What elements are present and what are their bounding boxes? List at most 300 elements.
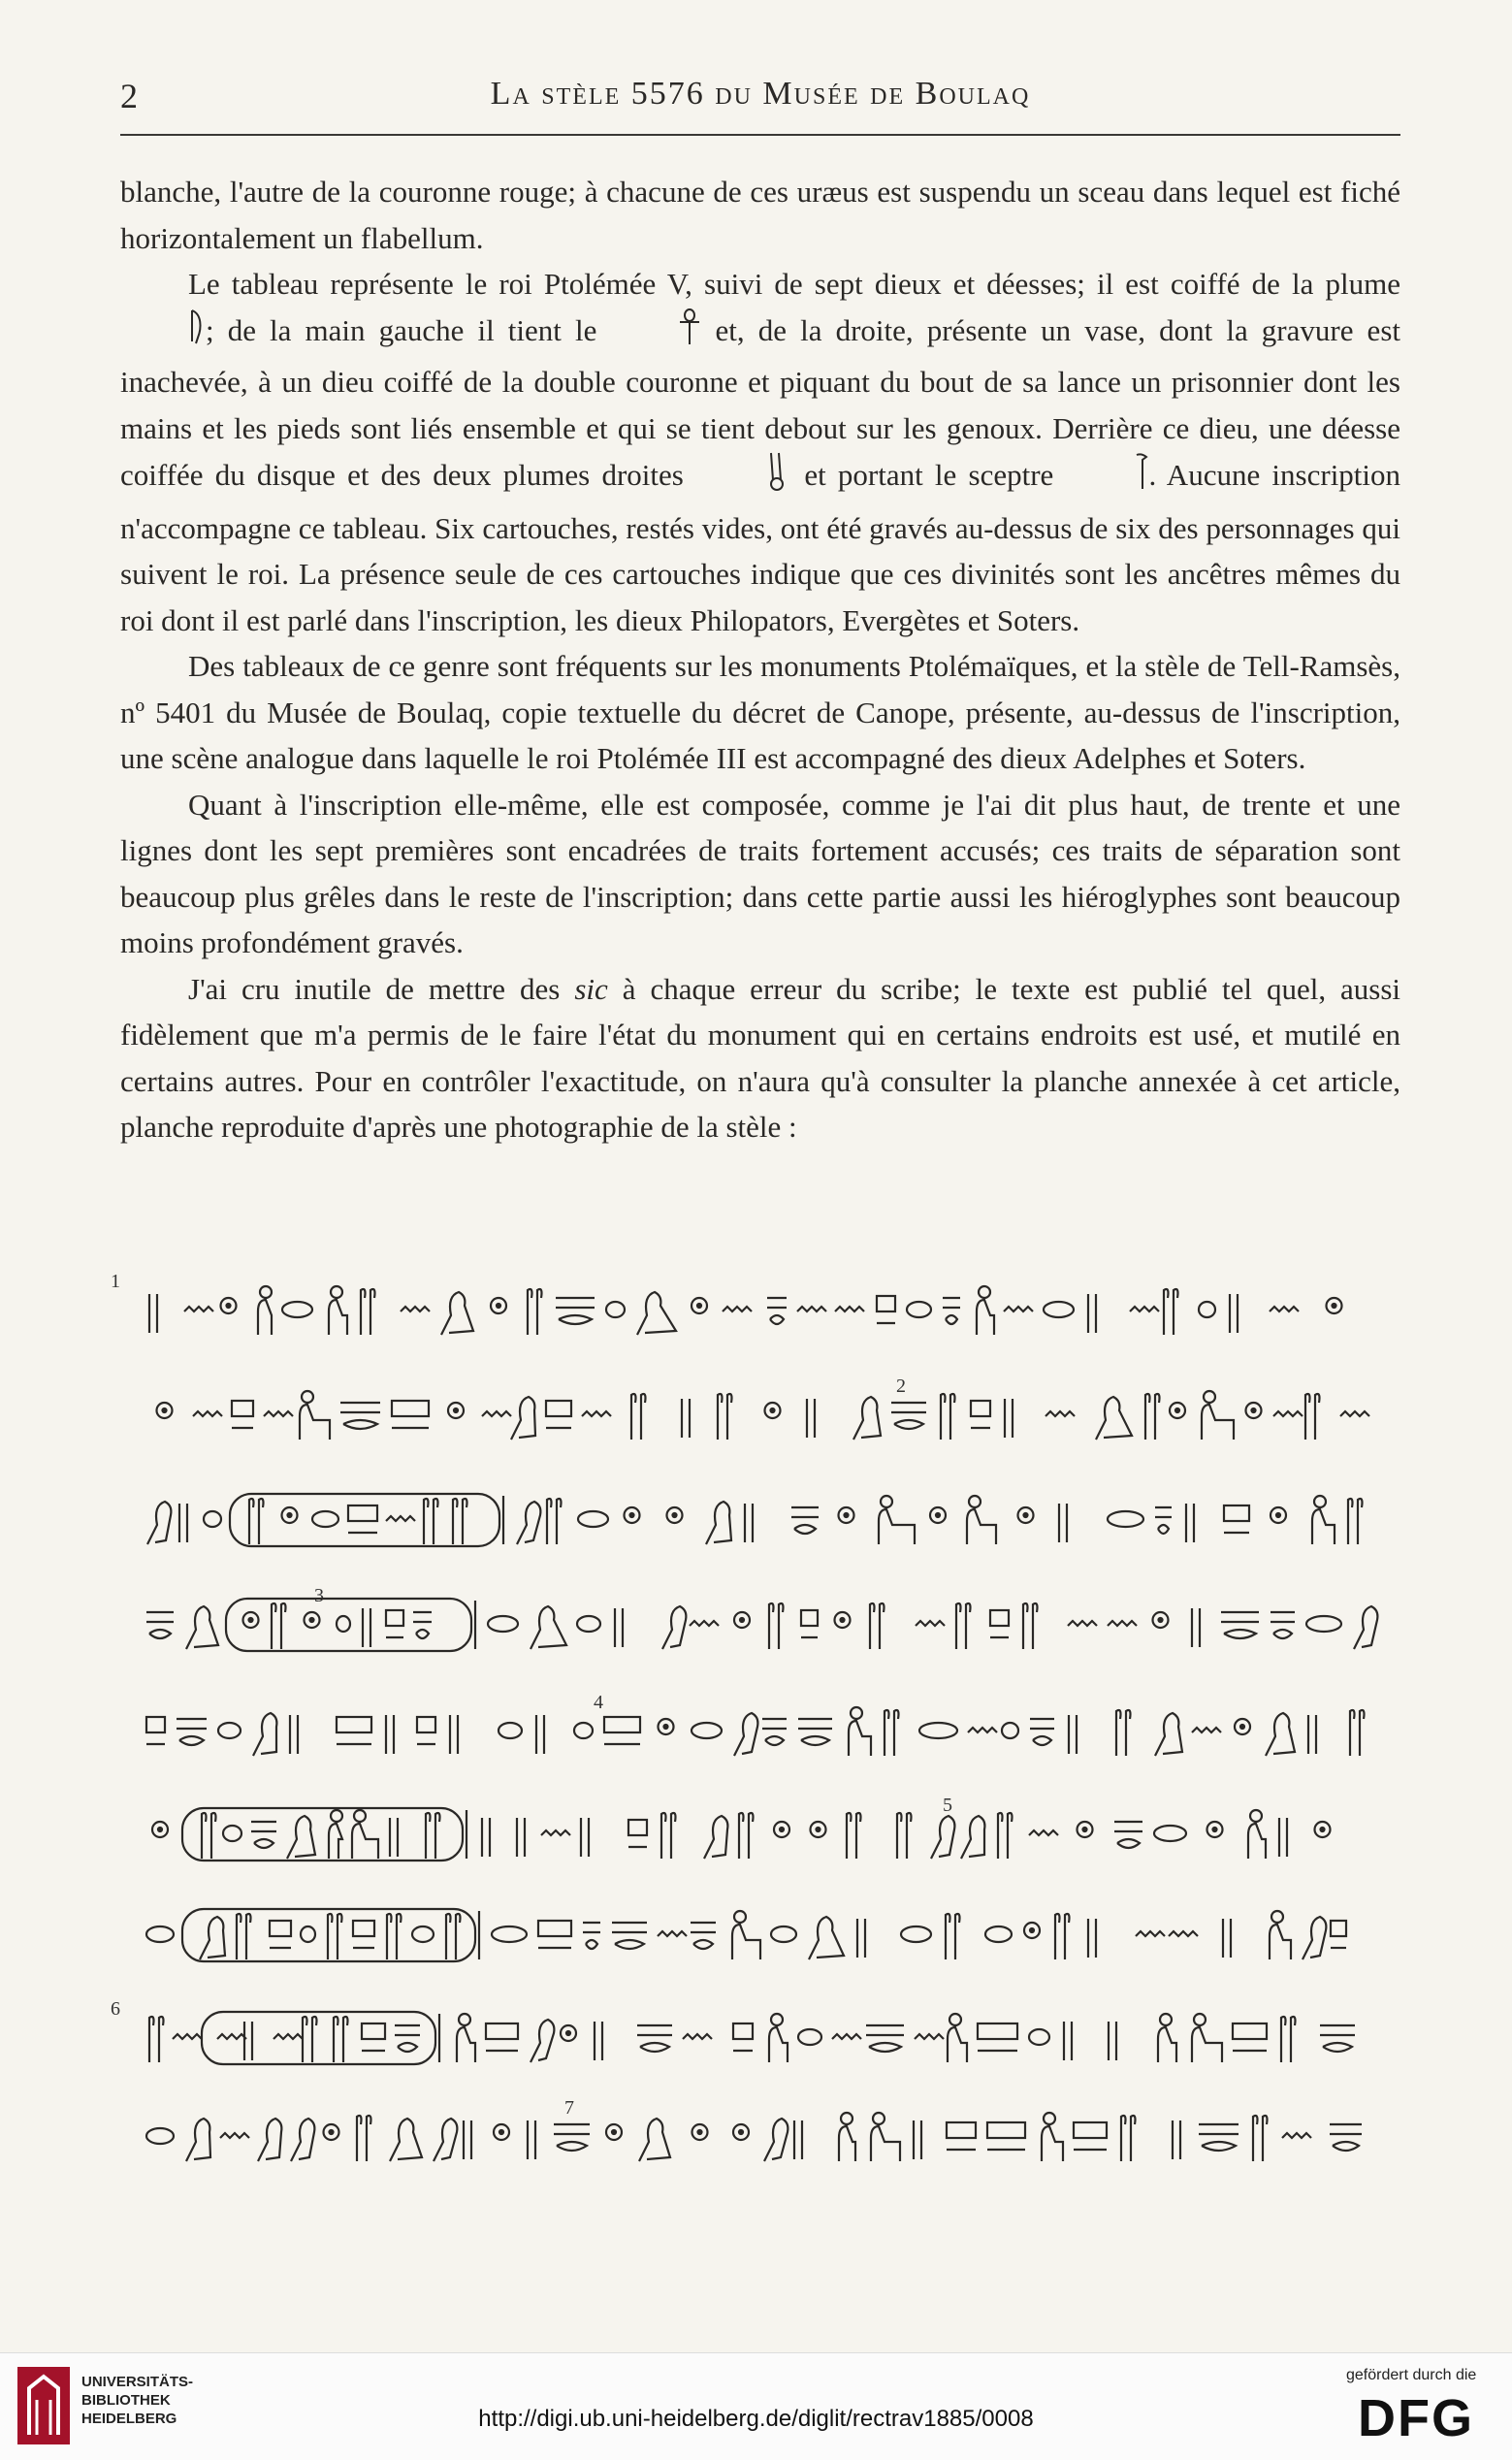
- hieroglyph-sign: [1305, 1394, 1310, 1440]
- hieroglyph-sign: [554, 2124, 590, 2134]
- hieroglyph-sign: [894, 1420, 923, 1429]
- hieroglyph-sign: [482, 1818, 490, 1857]
- hieroglyph-sign: [416, 1630, 429, 1638]
- hieroglyph-sign: [1333, 2142, 1359, 2151]
- hieroglyph-sign: [426, 1813, 431, 1859]
- hieroglyph-sign: [1312, 1509, 1335, 1544]
- hieroglyph-sign: [881, 1496, 892, 1507]
- hieroglyph-sign: [914, 2120, 921, 2159]
- hieroglyph-sign: [258, 2119, 281, 2161]
- plume-glyph-icon: [120, 308, 206, 359]
- hieroglyph-sign: [395, 2025, 420, 2035]
- hieroglyph-row: [120, 1486, 1400, 1554]
- hieroglyph-sign: [226, 1599, 471, 1651]
- hieroglyph-sign: [1308, 1715, 1316, 1754]
- hieroglyph-sign: [1270, 1307, 1299, 1311]
- hieroglyph-sign: [682, 1399, 690, 1438]
- hieroglyph-row: [120, 1692, 1400, 1765]
- paragraph-2-part-a: Le tableau représente le roi Ptolémée V, suivi de sept dieux et déesses; il est coiffé de la plume: [188, 267, 1400, 301]
- hieroglyph-sign: [450, 1715, 458, 1754]
- hieroglyph-sign: [1033, 1603, 1038, 1649]
- hieroglyph-sign: [639, 2119, 670, 2161]
- hieroglyph-sign: [740, 1618, 744, 1622]
- hieroglyph-sign: [907, 1813, 912, 1859]
- hieroglyph-sign: [1279, 1818, 1287, 1857]
- hieroglyph-sign: [955, 1914, 960, 1959]
- hieroglyph-sign: [259, 1499, 264, 1544]
- hieroglyph-sign: [1360, 1710, 1365, 1756]
- hieroglyph-row-drawing: [120, 1381, 1400, 1449]
- hieroglyph-sign: [1024, 1513, 1028, 1517]
- line-number: 2: [896, 1376, 906, 1397]
- hieroglyph-sign: [352, 1824, 378, 1859]
- hieroglyph-row-drawing: [120, 2103, 1400, 2171]
- hieroglyph-sign: [1192, 1608, 1200, 1647]
- hieroglyph-sign: [456, 1914, 461, 1959]
- hieroglyph-sign: [454, 1408, 458, 1412]
- hieroglyph-sign: [595, 2022, 602, 2060]
- hieroglyph-sign: [329, 1824, 342, 1859]
- hieroglyph-sign: [948, 2027, 967, 2062]
- hieroglyph-row-drawing: [120, 1277, 1400, 1344]
- hieroglyph-sign: [797, 1307, 826, 1311]
- hieroglyph-sign: [870, 1603, 875, 1649]
- hieroglyph-sign: [1221, 1612, 1259, 1622]
- hieroglyph-sign: [264, 1411, 293, 1416]
- hieroglyph-sign: [179, 1504, 187, 1542]
- hieroglyph-sign: [1083, 1828, 1087, 1831]
- hieroglyph-sign: [798, 1719, 832, 1729]
- hieroglyph-sign: [978, 2023, 1017, 2039]
- hieroglyph-sign: [329, 1300, 347, 1335]
- paragraph-5-part-b: à chaque erreur du scribe; le texte est publié tel quel, aussi fidèlement que m'a permis de le faire l'état du monument qui en certains endroits est usé, et mutilé en certains autres. Pour en contrôler l'exactitude, on n'aura qu'à consulter la planche annexée à cet article, planche reproduite d'après une photographie de la stèle :: [120, 971, 1401, 1145]
- line-number: 5: [943, 1795, 952, 1816]
- hieroglyph-sign: [615, 1940, 644, 1949]
- hieroglyph-sign: [547, 1499, 552, 1544]
- hieroglyph-sign: [302, 1391, 313, 1403]
- hieroglyph-sign: [581, 1818, 589, 1857]
- hieroglyph-sign: [1175, 1408, 1179, 1412]
- hieroglyph-sign: [146, 1926, 174, 1942]
- hieroglyph-sign: [453, 1499, 458, 1544]
- sic-word: sic: [574, 971, 608, 1006]
- line-number: 3: [314, 1585, 324, 1606]
- hieroglyph-sign: [739, 1813, 744, 1859]
- hieroglyph-sign: [771, 1408, 775, 1412]
- hieroglyph-sign: [749, 1813, 754, 1859]
- hieroglyph-sign: [488, 1616, 518, 1632]
- hieroglyph-sign: [363, 1608, 370, 1647]
- hieroglyph-sign: [1108, 1511, 1143, 1527]
- hieroglyph-sign: [1186, 1504, 1194, 1542]
- hieroglyph-sign: [578, 1511, 608, 1527]
- hieroglyph-sign: [671, 1813, 676, 1859]
- hieroglyph-sign: [343, 2017, 348, 2062]
- hieroglyph-sign: [392, 1401, 429, 1416]
- hieroglyph-sign: [662, 1606, 686, 1649]
- hieroglyph-sign: [946, 1914, 950, 1959]
- sceptre-glyph-icon: [1066, 452, 1149, 504]
- line-number: 1: [111, 1271, 120, 1292]
- hieroglyph-sign: [1155, 1713, 1182, 1756]
- hieroglyph-sign: [1273, 1411, 1303, 1416]
- hieroglyph-sign: [1331, 1921, 1346, 1936]
- hieroglyph-sign: [528, 1289, 532, 1335]
- hieroglyph-sign: [637, 1292, 676, 1335]
- hieroglyph-sign: [1281, 2017, 1286, 2062]
- hieroglyph-sign: [698, 2130, 702, 2134]
- hieroglyph-sign: [1159, 1618, 1163, 1622]
- hieroglyph-row-drawing: [120, 2004, 1400, 2072]
- hieroglyph-sign: [1303, 1917, 1326, 1959]
- hieroglyph-sign: [946, 1315, 957, 1324]
- hieroglyph-sign: [1213, 1828, 1217, 1831]
- hieroglyph-sign: [871, 2126, 900, 2161]
- hieroglyph-sign: [1354, 1606, 1377, 1649]
- hieroglyph-sign: [841, 2113, 853, 2124]
- hieroglyph-sign: [173, 2034, 202, 2039]
- hieroglyph-sign: [482, 1411, 511, 1416]
- hieroglyph-sign: [1088, 1294, 1096, 1333]
- hieroglyph-sign: [217, 2034, 246, 2039]
- hieroglyph-sign: [1154, 1826, 1186, 1841]
- hieroglyph-sign: [1263, 2116, 1268, 2161]
- hieroglyph-sign: [227, 1304, 231, 1308]
- hieroglyph-sign: [891, 1403, 926, 1412]
- hieroglyph-sign: [606, 1302, 625, 1317]
- hieroglyph-sign: [1173, 2120, 1180, 2159]
- hieroglyph-sign: [1306, 1616, 1341, 1632]
- running-title: La stèle 5576 du Musée de Boulaq: [490, 76, 1031, 112]
- hieroglyph-sign: [1291, 2017, 1296, 2062]
- hieroglyph-sign: [531, 2020, 554, 2062]
- hieroglyph-sign: [1199, 1302, 1215, 1317]
- hieroglyph-sign: [1358, 1499, 1363, 1544]
- hieroglyph-sign: [809, 1917, 844, 1959]
- hieroglyph-sign: [331, 1810, 342, 1822]
- hieroglyph-sign: [354, 1810, 366, 1822]
- hieroglyph-sign: [706, 1502, 731, 1544]
- hieroglyph-sign: [220, 2133, 249, 2138]
- hieroglyph-sign: [446, 1914, 451, 1959]
- hieroglyph-sign: [1250, 1810, 1262, 1822]
- hieroglyph-sign: [798, 2029, 821, 2045]
- hieroglyph-sign: [936, 1513, 940, 1517]
- hieroglyph-sign: [1131, 2116, 1136, 2161]
- paragraph-3: Des tableaux de ce genre sont fréquents sur les monuments Ptolémaïques, et la stèle de Tell-Ramsès, nº 5401 du Musée de Boulaq, copie textuelle du décret de Canope, présente, au-dessus de l'inscription, une scène analogue dans laquelle le roi Ptolémée III est accompagné des dieux Adelphes et Soters.: [120, 649, 1400, 776]
- hieroglyph-sign: [1002, 1723, 1018, 1738]
- hieroglyph-sign: [1074, 2122, 1107, 2138]
- paragraph-1: blanche, l'autre de la couronne rouge; à chacune de ces uræus est suspendu un sceau dans lequel est fiché horizontalement un flabellum.: [120, 175, 1400, 255]
- hieroglyph-sign: [697, 1304, 701, 1308]
- hieroglyph-sign: [770, 1315, 784, 1324]
- hieroglyph-sign: [397, 1914, 402, 1959]
- hieroglyph-sign: [556, 1298, 595, 1308]
- hieroglyph-sign: [417, 1717, 435, 1732]
- hieroglyph-sign: [1169, 1931, 1198, 1936]
- hieroglyph-sign: [941, 1394, 946, 1440]
- hieroglyph-sign: [1158, 1525, 1169, 1534]
- hieroglyph-sign: [390, 1818, 398, 1857]
- hieroglyph-sign: [340, 1403, 380, 1412]
- paragraph-2: [120, 261, 1400, 643]
- hieroglyph-sign: [966, 1603, 971, 1649]
- hieroglyph-sign: [149, 2017, 154, 2062]
- hieroglyph-sign: [537, 1289, 542, 1335]
- hieroglyph-sign: [1230, 1294, 1238, 1333]
- hieroglyph-sign: [1204, 1391, 1215, 1403]
- hieroglyph-sign: [1023, 1603, 1028, 1649]
- hieroglyph-sign: [956, 1603, 961, 1649]
- hieroglyph-sign: [577, 1616, 600, 1632]
- hieroglyph-sign: [182, 1808, 463, 1861]
- hieroglyph-sign: [693, 1940, 713, 1949]
- hieroglyph-sign: [387, 1914, 392, 1959]
- hieroglyph-sign: [1136, 1931, 1165, 1936]
- hieroglyph-sign: [841, 1618, 845, 1622]
- hieroglyph-sign: [291, 2119, 314, 2161]
- hieroglyph-sign: [559, 1315, 592, 1324]
- hieroglyph-sign: [401, 1307, 430, 1311]
- hieroglyph-sign: [915, 2034, 944, 2039]
- hieroglyph-sign: [947, 2122, 976, 2138]
- hieroglyph-sign: [202, 1813, 207, 1859]
- hieroglyph-sign: [184, 1307, 213, 1311]
- hieroglyph-sign: [631, 1394, 636, 1440]
- hieroglyph-sign: [1282, 2133, 1311, 2138]
- hieroglyph-sign: [337, 1717, 371, 1732]
- hieroglyph-sign: [193, 1411, 222, 1416]
- hieroglyph-sign: [179, 1736, 204, 1745]
- hieroglyph-sign: [583, 1923, 600, 1932]
- hieroglyph-sign: [762, 1719, 787, 1729]
- hieroglyph-sign: [1202, 2142, 1236, 2151]
- hieroglyph-sign: [847, 1813, 852, 1859]
- hieroglyph-sign: [987, 2122, 1025, 2138]
- hieroglyph-sign: [282, 1302, 312, 1317]
- hieroglyph-sign: [1116, 1710, 1121, 1756]
- hieroglyph-sign: [612, 1923, 647, 1932]
- hieroglyph-sign: [873, 2113, 885, 2124]
- hieroglyph-sign: [367, 2116, 371, 2161]
- hieroglyph-sign: [186, 1606, 218, 1649]
- hieroglyph-sign: [1042, 2126, 1063, 2161]
- hieroglyph-sign: [732, 1925, 760, 1959]
- hieroglyph-row: [120, 1376, 1400, 1449]
- hieroglyph-sign: [253, 1713, 276, 1756]
- hieroglyph-sign: [557, 2142, 587, 2151]
- hieroglyph-sign: [791, 1507, 819, 1517]
- hieroglyph-sign: [628, 1820, 647, 1835]
- hieroglyph-sign: [718, 1394, 723, 1440]
- hieroglyph-sign: [1223, 1919, 1231, 1958]
- hieroglyph-sign: [931, 1816, 954, 1859]
- ankh-glyph-icon: [610, 308, 701, 360]
- hieroglyph-row: [111, 1998, 1400, 2072]
- hieroglyph-sign: [353, 1921, 374, 1936]
- hieroglyph-sign: [1320, 2025, 1355, 2035]
- hieroglyph-sign: [1350, 1710, 1355, 1756]
- hieroglyph-sign: [361, 1289, 366, 1335]
- hieroglyph-sign: [459, 2014, 470, 2025]
- hieroglyph-sign: [557, 1499, 562, 1544]
- hieroglyph-sign: [1069, 1715, 1077, 1754]
- hieroglyph-sign: [541, 1830, 570, 1835]
- hieroglyph-sign: [312, 1511, 338, 1527]
- hieroglyph-sign: [916, 1621, 945, 1626]
- paragraph-4: Quant à l'inscription elle-même, elle est composée, comme je l'ai dit plus haut, de trente et une lignes dont les sept premières sont encadrées de traits fortement accusés; ces traits de séparation sont beaucoup plus grêles dans le reste de l'inscription; dans cette partie aussi les hiéroglyphes sont beaucoup moins profondément gravés.: [120, 787, 1400, 960]
- hieroglyph-sign: [979, 1286, 990, 1298]
- hieroglyph-sign: [211, 1813, 216, 1859]
- hieroglyph-sign: [334, 2017, 338, 2062]
- hieroglyph-sign: [566, 2031, 570, 2035]
- hieroglyph-sign: [779, 1603, 784, 1649]
- hieroglyph-sign: [853, 1397, 881, 1440]
- hieroglyph-sign: [258, 1300, 272, 1335]
- hieroglyph-sign: [630, 1513, 634, 1517]
- hieroglyph-sign: [272, 1603, 276, 1649]
- hieroglyph-sign: [486, 2023, 518, 2039]
- hieroglyph-sign: [1202, 1405, 1234, 1440]
- hieroglyph-sign: [254, 1839, 273, 1848]
- library-name-line-2: BIBLIOTHEK: [81, 2392, 171, 2409]
- hieroglyph-sign: [1333, 1304, 1336, 1308]
- hieroglyph-sign: [1315, 1394, 1320, 1440]
- hieroglyph-row: [111, 1271, 1400, 1344]
- disk-and-plumes-glyph-icon: [695, 451, 792, 505]
- hieroglyph-sign: [879, 1509, 915, 1544]
- hieroglyph-sign: [511, 1397, 535, 1440]
- hieroglyph-sign: [149, 1294, 157, 1333]
- hieroglyph-sign: [528, 2120, 535, 2159]
- hieroglyph-sign: [691, 1923, 716, 1932]
- hieroglyph-sign: [1323, 2043, 1352, 2052]
- hieroglyph-sign: [1314, 1496, 1326, 1507]
- hieroglyph-row: [120, 1901, 1400, 1969]
- hieroglyph-sign: [771, 2014, 783, 2025]
- hieroglyph-sign: [943, 1298, 960, 1308]
- hieroglyph-sign: [146, 1612, 174, 1622]
- hieroglyph-sign: [1271, 1612, 1295, 1622]
- hieroglyph-sign: [1253, 2116, 1258, 2161]
- hieroglyph-sign: [1121, 2116, 1126, 2161]
- hieroglyph-sign: [832, 2034, 861, 2039]
- hieroglyph-sign: [149, 1630, 171, 1638]
- hieroglyph-sign: [769, 1603, 774, 1649]
- hieroglyph-sign: [1065, 1914, 1070, 1959]
- hieroglyph-sign: [1005, 1399, 1013, 1438]
- hieroglyph-sign: [1059, 1504, 1067, 1542]
- hieroglyph-sign: [288, 1513, 292, 1517]
- hieroglyph-sign: [880, 1603, 885, 1649]
- hieroglyph-sign: [328, 1914, 333, 1959]
- hieroglyph-sign: [734, 1911, 746, 1923]
- hieroglyph-sign: [1088, 1919, 1096, 1958]
- source-url-link[interactable]: http://digi.ub.uni-heidelberg.de/diglit/rectrav1885/0008: [478, 2406, 1034, 2432]
- hieroglyph-sign: [704, 1816, 727, 1859]
- hieroglyph-sign: [1199, 2124, 1239, 2134]
- hieroglyph-sign: [745, 1504, 753, 1542]
- paragraph-2-part-b: ; de la main gauche il tient le: [206, 312, 597, 347]
- hieroglyph-sign: [492, 1926, 527, 1942]
- hieroglyph-sign: [1224, 1630, 1256, 1638]
- hieroglyph-sign: [733, 2023, 753, 2039]
- hieroglyph-sign: [310, 1618, 314, 1622]
- hieroglyph-sign: [398, 2043, 417, 2052]
- hieroglyph-sign: [434, 1499, 438, 1544]
- hieroglyph-sign: [300, 1405, 330, 1440]
- hieroglyph-sign: [661, 1813, 666, 1859]
- hieroglyph-sign: [1266, 1713, 1295, 1756]
- hieroglyph-sign: [658, 1931, 687, 1936]
- hieroglyph-sign: [845, 1513, 849, 1517]
- hieroglyph-sign: [357, 2116, 362, 2161]
- hieroglyph-sign: [146, 1717, 165, 1732]
- hieroglyph-sign: [390, 2119, 422, 2161]
- hieroglyph-sign: [967, 1509, 996, 1544]
- hieroglyph-sign: [894, 1710, 899, 1756]
- hieroglyph-sign: [794, 2120, 802, 2159]
- hieroglyph-sign: [998, 1813, 1003, 1859]
- hieroglyph-sign: [1029, 1830, 1058, 1835]
- hieroglyph-sign: [739, 2130, 743, 2134]
- hieroglyph-sign: [897, 1813, 902, 1859]
- hieroglyph-sign: [727, 1394, 732, 1440]
- hieroglyph-sign: [1044, 2113, 1055, 2124]
- hieroglyph-sign: [807, 1399, 815, 1438]
- hieroglyph-sign: [977, 1300, 994, 1335]
- hieroglyph-sign: [1068, 1621, 1097, 1626]
- hieroglyph-sign: [907, 1302, 931, 1317]
- hieroglyphic-inscription: [111, 1271, 1400, 2169]
- hieroglyph-sign: [1192, 2027, 1222, 2062]
- hieroglyph-sign: [1114, 1822, 1142, 1831]
- hieroglyph-sign: [370, 1289, 375, 1335]
- hieroglyph-sign: [424, 1499, 429, 1544]
- funded-by-label: gefördert durch die: [1346, 2367, 1477, 2383]
- hieroglyph-sign: [1117, 1839, 1140, 1848]
- header-rule: [120, 134, 1400, 136]
- hieroglyph-sign: [499, 1723, 522, 1738]
- hieroglyph-sign: [538, 1921, 571, 1936]
- hieroglyph-sign: [604, 1717, 640, 1732]
- hieroglyph-sign: [856, 1813, 861, 1859]
- hieroglyph-sign: [232, 1401, 253, 1416]
- hieroglyph-sign: [1108, 1621, 1137, 1626]
- hieroglyph-sign: [851, 1707, 862, 1719]
- hieroglyph-sign: [331, 1286, 342, 1298]
- hieroglyph-sign: [1155, 1394, 1160, 1440]
- hieroglyph-sign: [1174, 1289, 1178, 1335]
- paragraph-2-part-e: . Aucune inscription n'accompagne ce tableau. Six cartouches, restés vides, ont été gravés au-dessus de six des personnages qui suivent le roi. La présence seule de ces cartouches indique que ces divinités sont les ancêtres mêmes du roi dont il est parlé dans l'inscription, les dieux Philopators, Evergètes et Soters.: [120, 458, 1401, 637]
- hieroglyph-sign: [290, 1715, 298, 1754]
- hieroglyph-sign: [386, 1610, 403, 1626]
- hieroglyph-sign: [971, 1401, 990, 1416]
- paragraph-5: [120, 966, 1400, 1150]
- hieroglyph-sign: [158, 1828, 162, 1831]
- hieroglyph-sign: [615, 1608, 623, 1647]
- hieroglyph-row-drawing: [120, 1486, 1400, 1554]
- hieroglyph-sign: [159, 2017, 164, 2062]
- hieroglyph-row: [120, 1585, 1400, 1659]
- body-text: [120, 169, 1400, 1150]
- hieroglyph-sign: [147, 1502, 171, 1544]
- hieroglyph-sign: [961, 1816, 984, 1859]
- hieroglyph-sign: [1240, 1725, 1244, 1729]
- hieroglyph-sign: [412, 1926, 434, 1942]
- hieroglyph-sign: [249, 1618, 253, 1622]
- hieroglyph-sign: [1276, 1513, 1280, 1517]
